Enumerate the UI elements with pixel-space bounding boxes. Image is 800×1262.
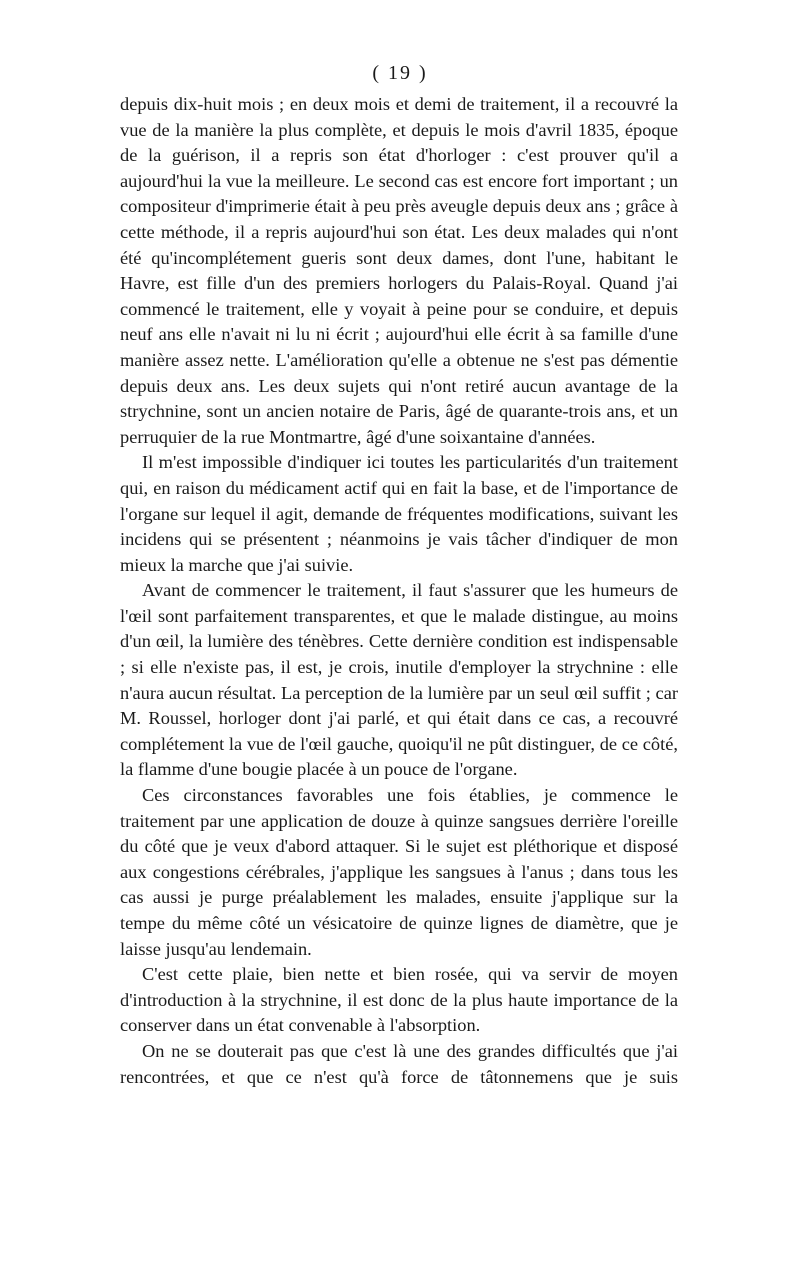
paragraph-4: Ces circonstances favorables une fois établies, je commence le traitement par une application de douze à quinze sangsues derrière l'oreille du côté que je veux d'abord attaquer. Si le sujet est pléthorique et disposé aux congestions cérébrales, j'applique les sangsues à l'anus ; dans tous les cas aussi je purge préalablement les malades, ensuite j'applique sur la tempe du même côté un vésicatoire de quinze lignes de diamètre, que je laisse jusqu'au lendemain. [120,785,678,959]
paragraph-5: C'est cette plaie, bien nette et bien rosée, qui va servir de moyen d'introduction à la strychnine, il est donc de la plus haute importance de la conserver dans un état convenable à l'absorption. [120,964,678,1036]
body-text [120,92,678,1090]
page-number: ( 19 ) [372,62,428,84]
paragraph-6: On ne se douterait pas que c'est là une des grandes difficultés que j'ai rencontrées, et que ce n'est qu'à force de tâtonnemens que je suis [120,1040,678,1087]
paragraph-1: depuis dix-huit mois ; en deux mois et demi de traitement, il a recouvré la vue de la manière la plus complète, et depuis le mois d'avril 1835, époque de la guérison, il a repris son état d'horloger : c'est prouver qu'il a aujourd'hui la vue la meilleure. Le second cas est encore fort important ; un compositeur d'imprimerie était à peu près aveugle depuis deux ans ; grâce à cette méthode, il a repris aujourd'hui son état. Les deux malades qui n'ont été qu'incomplétement gueris sont deux dames, dont l'une, habitant le Havre, est fille d'un des premiers horlogers du Palais-Royal. Quand j'ai commencé le traitement, elle y voyait à peine pour se conduire, et depuis neuf ans elle n'avait ni lu ni écrit ; aujourd'hui elle écrit à sa famille d'une manière assez nette. L'amélioration qu'elle a obtenue ne s'est pas démentie depuis deux ans. Les deux sujets qui n'ont retiré aucun avantage de la strychnine, sont un ancien notaire de Paris, âgé de quarante-trois ans, et un perruquier de la rue Montmartre, âgé d'une soixantaine d'années. [120,94,678,447]
paragraph-2: Il m'est impossible d'indiquer ici toutes les particularités d'un traitement qui, en raison du médicament actif qui en fait la base, et de l'importance de l'organe sur lequel il agit, demande de fréquentes modifications, suivant les incidens qui se présentent ; néanmoins je vais tâcher d'indiquer de mon mieux la marche que j'ai suivie. [120,452,678,575]
paragraph-3: Avant de commencer le traitement, il faut s'assurer que les humeurs de l'œil sont parfaitement transparentes, et que le malade distingue, au moins d'un œil, la lumière des ténèbres. Cette dernière condition est indispensable ; si elle n'existe pas, il est, je crois, inutile d'employer la strychnine : elle n'aura aucun résultat. La perception de la lumière par un seul œil suffit ; car M. Roussel, horloger dont j'ai parlé, et qui était dans ce cas, a recouvré complétement la vue de l'œil gauche, quoiqu'il ne pût distinguer, de ce côté, la flamme d'une bougie placée à un pouce de l'organe. [120,580,678,780]
